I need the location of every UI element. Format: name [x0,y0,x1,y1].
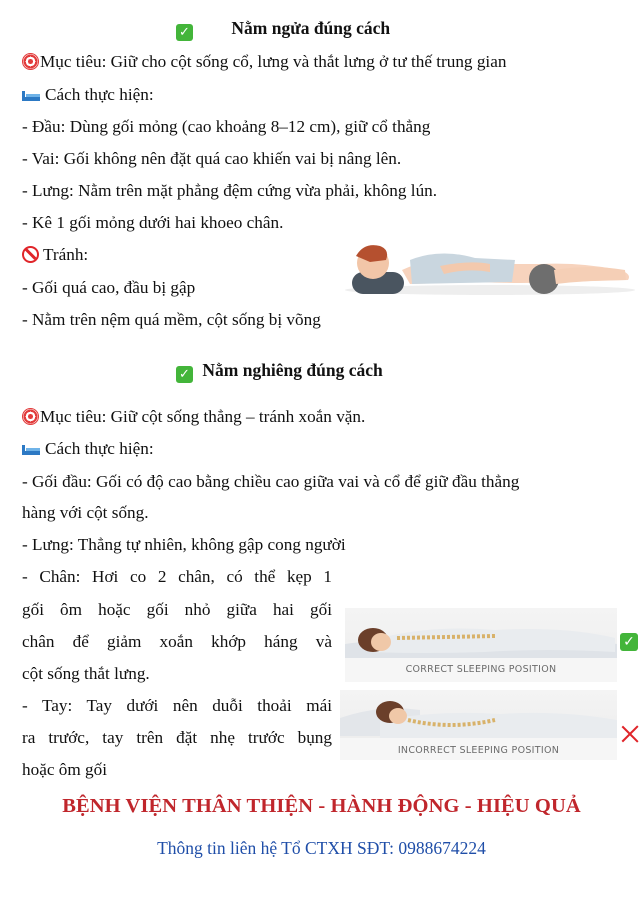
section2-method-label: Cách thực hiện: [45,439,154,458]
section1-goal-text: Mục tiêu: Giữ cho cột sống cổ, lưng và thắt lưng ở tư thế trung gian [40,52,507,71]
bed-icon [22,445,40,455]
no-entry-icon [22,246,39,263]
section1-avoid-item: - Nằm trên nệm quá mềm, cột sống bị võng [22,310,321,329]
section2-pillow-line: hàng với cột sống. [22,503,149,522]
section2-pillow-line: - Gối đầu: Gối có độ cao bằng chiều cao giữa vai và cổ để giữ đầu thẳng [22,472,520,491]
check-icon: ✓ [176,366,193,383]
target-icon [22,408,39,425]
correct-caption: CORRECT SLEEPING POSITION [405,664,557,675]
section2-leg-line: cột sống thắt lưng. [22,664,150,683]
check-icon: ✓ [176,24,193,41]
section1-avoid-label: Tránh: [43,245,89,264]
section1-step: - Đầu: Dùng gối mỏng (cao khoảng 8–12 cm), giữ cổ thẳng [22,117,431,136]
cross-icon [619,723,641,745]
section2-arm-line: hoặc ôm gối [22,760,107,779]
incorrect-caption: INCORRECT SLEEPING POSITION [397,745,560,756]
section1-goal [22,52,506,72]
bed-icon [22,91,40,101]
section2-heading-text: Nằm nghiêng đúng cách [202,360,383,380]
section1-step: - Kê 1 gối mỏng dưới hai khoeo chân. [22,213,284,232]
correct-sleeping-photo [345,608,617,682]
section2-arm-line: - Tay: Tay dưới nên duỗi thoải mái [22,696,332,715]
section2-goal [22,407,365,427]
check-icon: ✓ [620,633,638,651]
section1-heading [176,18,390,41]
supine-sleeping-illustration [340,230,640,302]
section2-leg-line: chân để giảm xoắn khớp háng và [22,632,332,651]
section2-heading [176,360,383,383]
section2-goal-text: Mục tiêu: Giữ cột sống thẳng – tránh xoắn vặn. [40,407,366,426]
section2-leg-line: gối ôm hoặc gối nhỏ giữa hai gối [22,600,332,619]
section1-step: - Lưng: Nằm trên mặt phẳng đệm cứng vừa phải, không lún. [22,181,438,200]
footer-contact: Thông tin liên hệ Tổ CTXH SĐT: 0988674224 [157,838,486,858]
section1-heading-text: Nằm ngửa đúng cách [231,18,391,38]
target-icon [22,53,39,70]
section2-back-line: - Lưng: Thẳng tự nhiên, không gập cong người [22,535,346,554]
section1-avoid [22,245,88,265]
section1-step: - Vai: Gối không nên đặt quá cao khiến vai bị nâng lên. [22,149,402,168]
section1-method-label: Cách thực hiện: [45,85,154,104]
section1-avoid-item: - Gối quá cao, đầu bị gập [22,278,196,297]
section2-method [22,439,154,459]
section2-leg-line: - Chân: Hơi co 2 chân, có thể kẹp 1 [22,567,332,586]
incorrect-sleeping-photo [340,690,617,760]
section1-method [22,85,154,105]
footer-title: BỆNH VIỆN THÂN THIỆN - HÀNH ĐỘNG - HIỆU QUẢ [62,795,581,817]
section2-arm-line: ra trước, tay trên đặt nhẹ trước bụng [22,728,332,747]
